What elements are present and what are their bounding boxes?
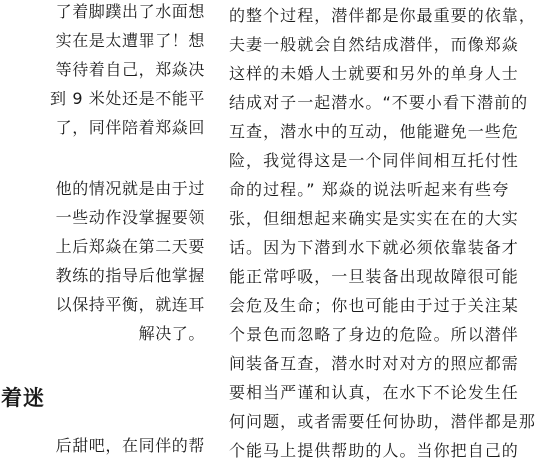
right-column — [229, 0, 540, 464]
left-text-line: 等待着自己，郑焱决 — [55, 60, 205, 79]
right-text-line: 话。因为下潜到水下就必须依靠装备才 — [229, 238, 519, 257]
left-text-line: 实在是太遭罪了！想 — [55, 31, 205, 50]
left-text-line: 以保持平衡，就连耳 — [55, 295, 205, 314]
left-text-line: 后甜吧，在同伴的帮 — [55, 436, 205, 455]
right-text-line: 互查，潜水中的互动，他能避免一些危 — [229, 122, 519, 141]
right-text-line: 险，我觉得这是一个同伴间相互托付性 — [229, 151, 519, 170]
right-text-line: 间装备互查，潜水时对对方的照应都需 — [229, 354, 519, 373]
left-text-line: 教练的指导后他掌握 — [55, 266, 205, 285]
right-text-line: 的整个过程，潜伴都是你最重要的依靠， — [229, 6, 536, 25]
left-text-line: 上后郑焱在第二天要 — [55, 237, 205, 256]
right-text-line: 会危及生命；你也可能由于过于关注某 — [229, 296, 519, 315]
right-text-line: 命的过程。” 郑焱的说法听起来有些夸 — [229, 180, 510, 199]
right-text-line: 要相当严谨和认真，在水下不论发生任 — [229, 383, 519, 402]
section-heading: 着迷 — [1, 386, 45, 410]
right-text-line: 何问题，或者需要任何协助，潜伴都是那 — [229, 412, 536, 431]
right-text-line: 个能马上提供帮助的人。当你把自己的 — [229, 441, 519, 460]
right-text-line: 结成对子一起潜水。“不要小看下潜前的 — [229, 93, 529, 112]
right-text-line: 这样的未婚人士就要和另外的单身人士 — [229, 64, 519, 83]
left-text-line: 解决了。 — [138, 324, 205, 343]
left-column — [0, 0, 207, 464]
right-text-line: 个景色而忽略了身边的危险。所以潜伴 — [229, 325, 519, 344]
left-text-line: 了着脚蹼出了水面想 — [55, 2, 205, 21]
right-text-line: 夫妻一般就会自然结成潜伴，而像郑焱 — [229, 35, 519, 54]
left-text-line: 到 9 米处还是不能平 — [50, 89, 205, 108]
left-text-line: 一些动作没掌握要领 — [55, 208, 205, 227]
right-text-line: 能正常呼吸，一旦装备出现故障很可能 — [229, 267, 519, 286]
left-text-line: 了，同伴陪着郑焱回 — [55, 118, 205, 137]
left-text-line: 他的情况就是由于过 — [55, 179, 205, 198]
right-text-line: 张，但细想起来确实是实实在在的大实 — [229, 209, 519, 228]
